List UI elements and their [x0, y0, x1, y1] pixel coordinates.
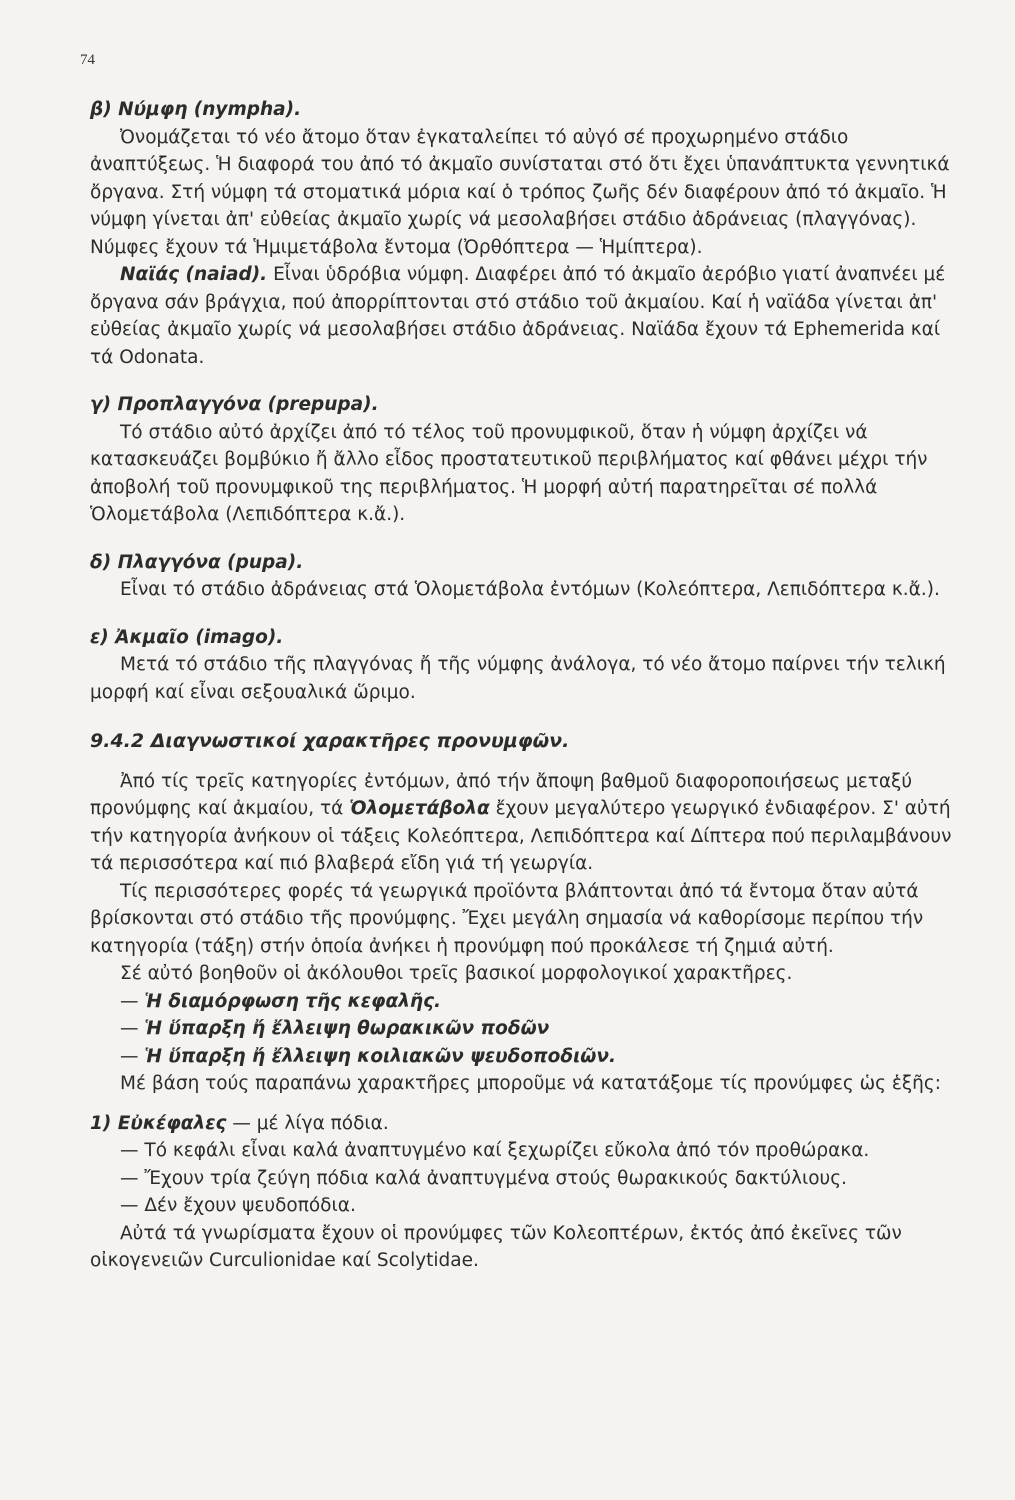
heading-nymph: β) Νύμφη (nympha). [90, 99, 302, 120]
list-dash: — [120, 1195, 139, 1216]
list-dash: — [120, 990, 139, 1012]
paragraph-naiad [90, 261, 960, 371]
feature-item [90, 988, 960, 1016]
section-paragraph-5: Αὐτά τά γνωρίσματα ἔχουν οἱ προνύμφες τῶν Κολεοπτέρων, ἐκτός ἀπό ἐκεῖνες τῶν οἰκογενειῶν Curculionidae καί Scolytidae. [90, 1222, 902, 1271]
section-p1-bold: Ὁλομετάβολα [349, 798, 490, 819]
feature-text: Ἡ ὕπαρξη ἤ ἔλλειψη κοιλιακῶν ψευδοποδιῶν. [144, 1045, 616, 1067]
list-dash: — [120, 1167, 139, 1189]
category-1-item-text: Δέν ἔχουν ψευδοπόδια. [144, 1195, 356, 1216]
category-1-heading [90, 1110, 960, 1138]
category-1-item-text: Τό κεφάλι εἶναι καλά ἀναπτυγμένο καί ξεχωρίζει εὔκολα ἀπό τόν προθώρακα. [144, 1140, 870, 1161]
feature-item [90, 1015, 960, 1043]
section-paragraph-3: Σέ αὐτό βοηθοῦν οἱ ἀκόλουθοι τρεῖς βασικοί μορφολογικοί χαρακτῆρες. [120, 963, 793, 984]
heading-pupa: δ) Πλαγγόνα (pupa). [90, 551, 304, 573]
heading-imago: ε) Ἀκμαῖο (imago). [90, 626, 284, 648]
section-paragraph-1 [90, 768, 960, 878]
list-dash: — [120, 1045, 139, 1067]
feature-item [90, 1043, 960, 1071]
list-dash: — [120, 1140, 139, 1161]
paragraph-prepupa: Τό στάδιο αὐτό ἀρχίζει ἀπό τό τέλος τοῦ προνυμφικοῦ, ὅταν ἡ νύμφη ἀρχίζει νά κατασκευάζει βομβύκιο ἤ ἄλλο εἶδος προστατευτικοῦ περιβλήματος καί φθάνει μέχρι τήν ἀποβολή τοῦ προνυμφικοῦ της περιβλήματος. Ἡ μορφή αὐτή παρατηρεῖται σέ πολλά Ὁλομετάβολα (Λεπιδόπτερα κ.ἄ.). [90, 421, 928, 525]
page-number: 74 [80, 52, 95, 68]
list-dash: — [120, 1018, 139, 1039]
feature-text: Ἡ διαμόρφωση τῆς κεφαλῆς. [144, 990, 442, 1012]
page-content [90, 96, 960, 1275]
naiad-term: Ναϊάς (naiad). [120, 264, 268, 285]
heading-prepupa: γ) Προπλαγγόνα (prepupa). [90, 394, 379, 415]
section-paragraph-2: Τίς περισσότερες φορές τά γεωργικά προϊόντα βλάπτονται ἀπό τά ἔντομα ὅταν αὐτά βρίσκονται στό στάδιο τῆς προνύμφης. Ἔχει μεγάλη σημασία νά καθορίσομε περίπου τήν κατηγορία (τάξη) στήν ὁποία ἀνήκει ἡ προνύμφη πού προκάλεσε τή ζημιά αὐτή. [90, 880, 924, 957]
category-1-item-text: Ἔχουν τρία ζεύγη πόδια καλά ἀναπτυγμένα στούς θωρακικούς δακτύλιους. [144, 1167, 847, 1189]
paragraph-imago: Μετά τό στάδιο τῆς πλαγγόνας ἤ τῆς νύμφης ἀνάλογα, τό νέο ἄτομο παίρνει τήν τελική μορφή καί εἶναι σεξουαλικά ὥριμο. [90, 654, 946, 703]
category-1-term: 1) Εὐκέφαλες [90, 1112, 227, 1134]
section-p1-before: Ἀπό τίς τρεῖς κατηγορίες ἐντόμων, ἀπό τήν ἄποψη βαθμοῦ διαφοροποιήσεως μεταξύ προνύμφης καί ἀκμαίου, τά [90, 770, 913, 819]
category-1-item [90, 1165, 960, 1193]
category-1-rest: — μέ λίγα πόδια. [226, 1112, 389, 1134]
section-paragraph-4: Μέ βάση τούς παραπάνω χαρακτῆρες μποροῦμε νά κατατάξομε τίς προνύμφες ὡς ἑξῆς: [120, 1073, 942, 1094]
feature-text: Ἡ ὕπαρξη ἤ ἔλλειψη θωρακικῶν ποδῶν [144, 1018, 550, 1039]
category-1-item [90, 1137, 960, 1165]
category-1-item [90, 1192, 960, 1220]
naiad-text: Εἶναι ὑδρόβια νύμφη. Διαφέρει ἀπό τό ἀκμαῖο ἀερόβιο γιατί ἀναπνέει μέ ὄργανα σάν βράγχια, πού ἀπορρίπτονται στό στάδιο τοῦ ἀκμαίου. Καί ἡ ναϊάδα γίνεται ἀπ' εὐθείας ἀκμαῖο χωρίς νά μεσολαβήσει στάδιο ἀδράνειας. Ναϊάδα ἔχουν τά Ephemerida καί τά Odonata. [90, 264, 946, 368]
section-p1-after: ἔχουν μεγαλύτερο γεωργικό ἐνδιαφέρον. Σ' αὐτή τήν κατηγορία ἀνήκουν οἱ τάξεις Κολεόπτερα, Λεπιδόπτερα καί Δίπτερα πού περιλαμβάνουν τά περισσότερα καί πιό βλαβερά εἴδη γιά τή γεωργία. [90, 798, 952, 874]
paragraph-pupa: Εἶναι τό στάδιο ἀδράνειας στά Ὁλομετάβολα ἐντόμων (Κολεόπτερα, Λεπιδόπτερα κ.ἄ.). [120, 579, 940, 600]
paragraph-nymph: Ὀνομάζεται τό νέο ἄτομο ὅταν ἐγκαταλείπει τό αὐγό σέ προχωρημένο στάδιο ἀναπτύξεως. Ἡ διαφορά του ἀπό τό ἀκμαῖο συνίσταται στό ὅτι ἔχει ὑπανάπτυκτα γεννητικά ὄργανα. Στή νύμφη τά στοματικά μόρια καί ὁ τρόπος ζωῆς δέν διαφέρουν ἀπό τό ἀκμαῖο. Ἡ νύμφη γίνεται ἀπ' εὐθείας ἀκμαῖο χωρίς νά μεσολαβήσει στάδιο ἀδράνειας (πλαγγόνας). Νύμφες ἔχουν τά Ἡμιμετάβολα ἔντομα (Ὀρθόπτερα — Ἡμίπτερα). [90, 126, 950, 258]
section-title: 9.4.2 Διαγνωστικοί χαρακτῆρες προνυμφῶν. [90, 730, 570, 752]
